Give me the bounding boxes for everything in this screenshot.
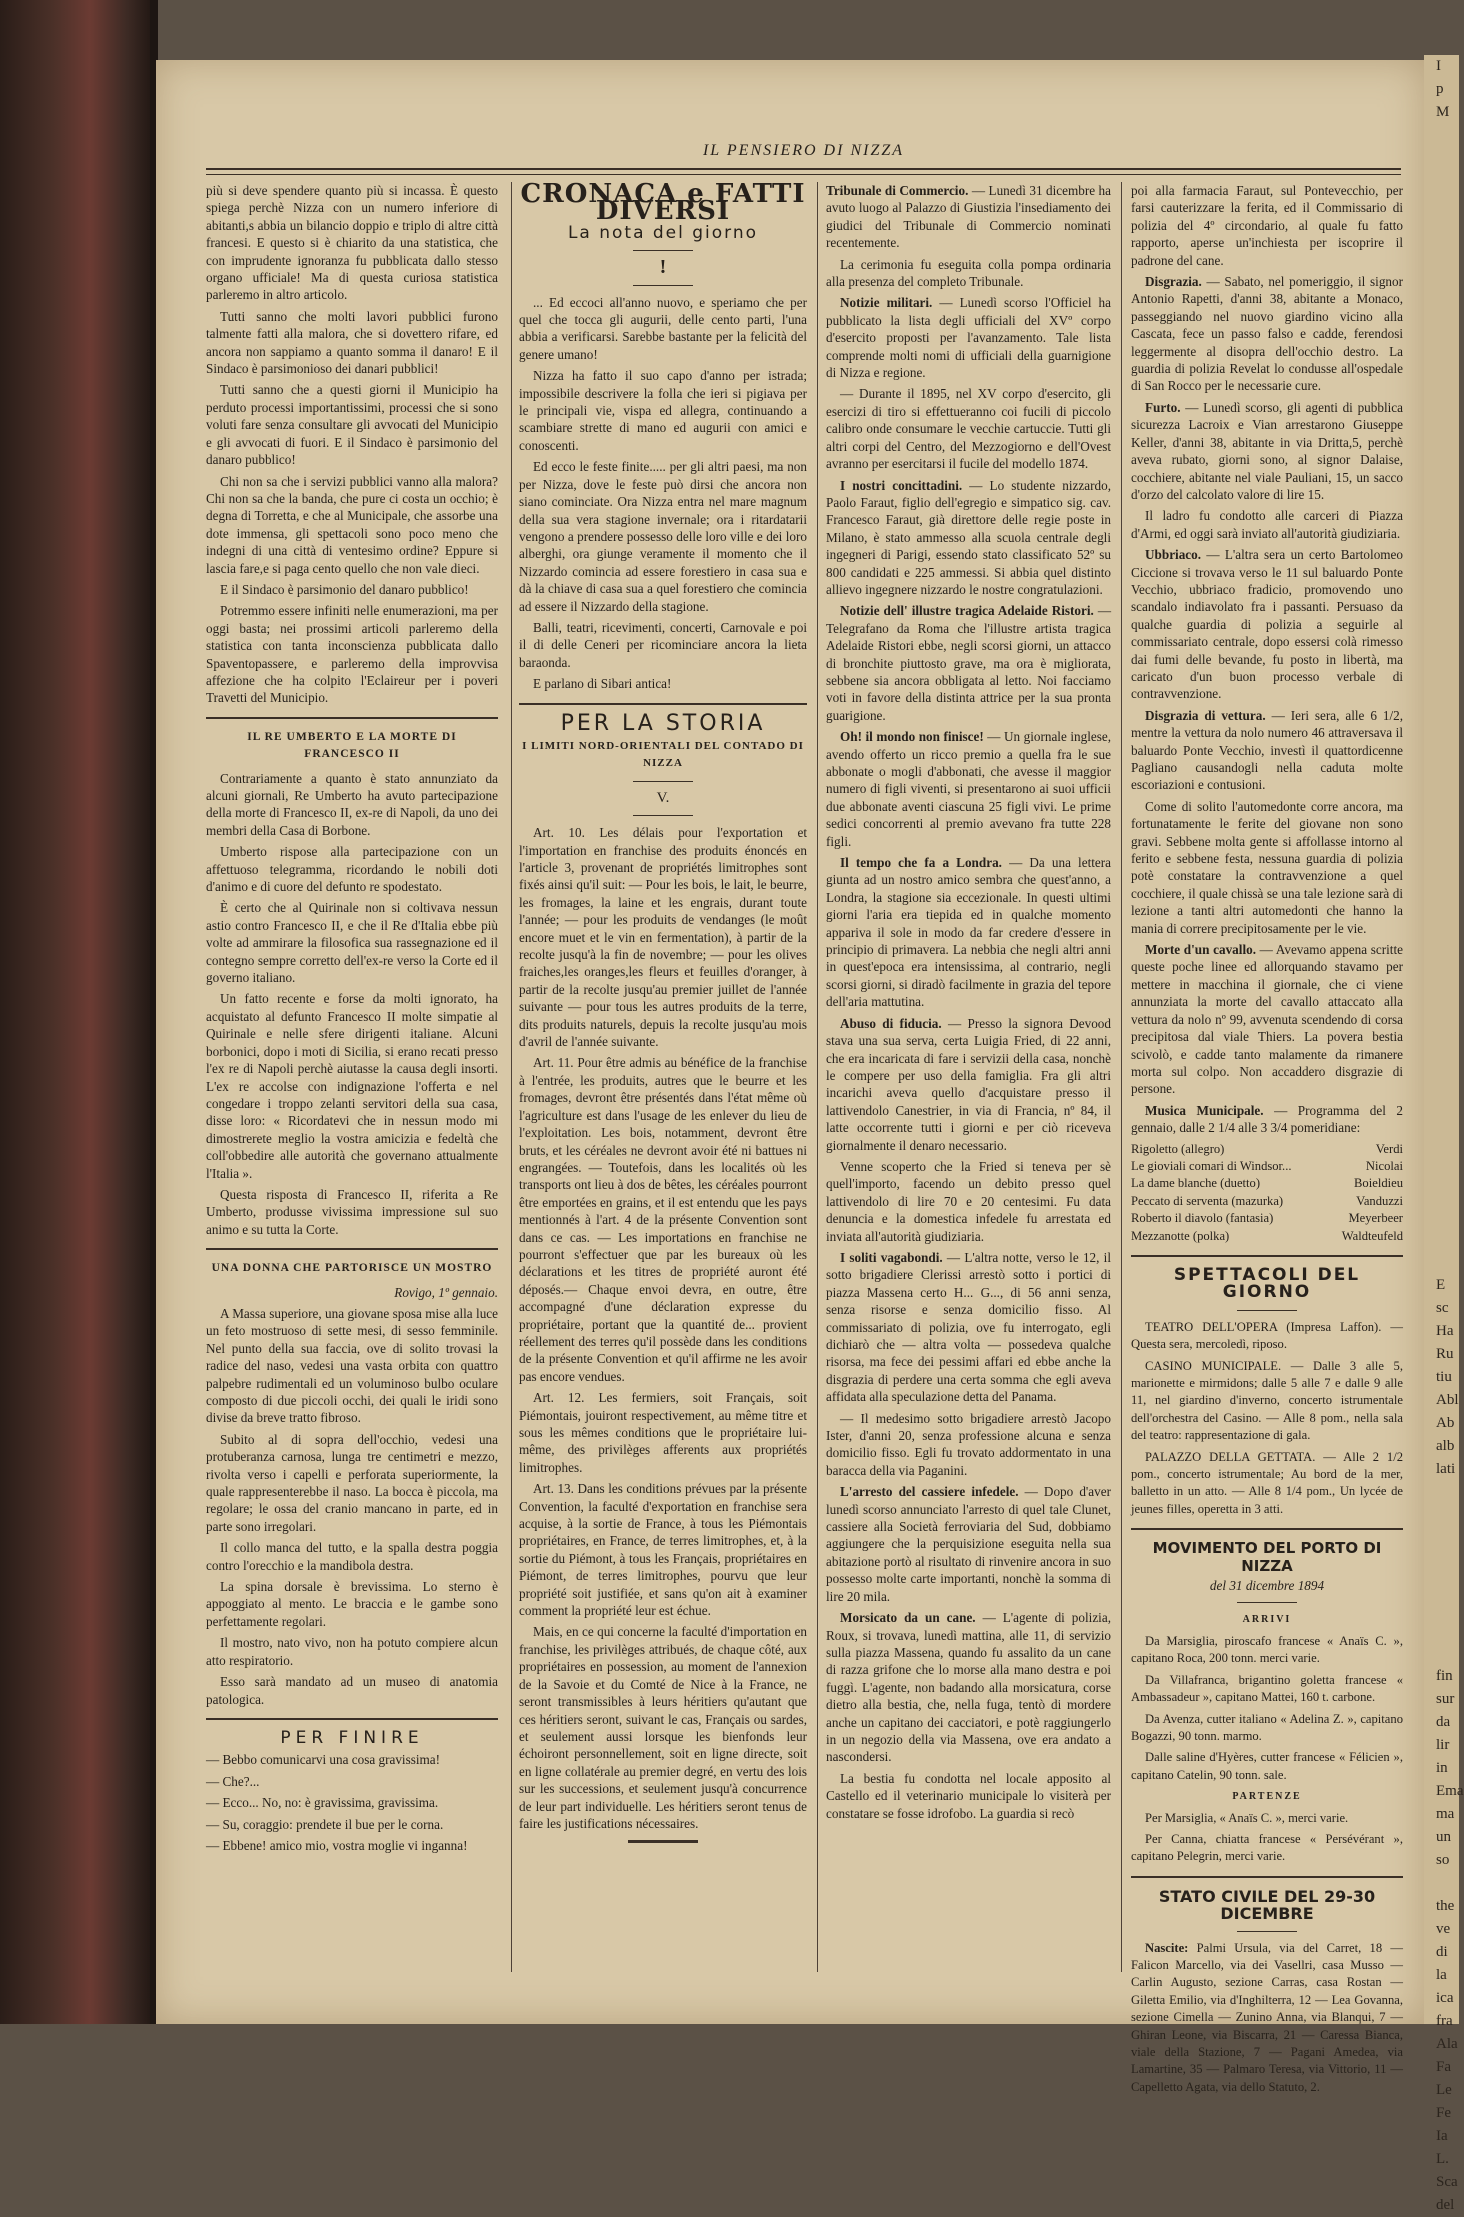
adjacent-page-fragment — [1424, 906, 1459, 929]
adjacent-page-fragment — [1424, 1159, 1459, 1182]
news-kicker: Nascite: — [1145, 1940, 1189, 1955]
adjacent-page-fragment: Fa — [1436, 2059, 1451, 2075]
section-title-spettacoli: SPETTACOLI DEL GIORNO — [1173, 1264, 1361, 1303]
subhead-arrivi: ARRIVI — [1242, 1614, 1292, 1626]
article-paragraph: Il mostro, nato vivo, non ha potuto compiere alcun atto respiratorio. — [206, 1635, 498, 1668]
news-kicker: Musica Municipale. — [1145, 1102, 1264, 1118]
article-paragraph: Il collo manca del tutto, e la spalla destra poggia contro l'orecchio e la mandibola destra. — [206, 1540, 498, 1573]
adjacent-page-fragment — [1424, 676, 1459, 699]
news-kicker: Oh! il mondo non finisce! — [840, 729, 984, 745]
program-piece: Le gioviali comari di Windsor... — [1131, 1158, 1292, 1173]
ship-listing: Da Avenza, cutter italiano « Adelina Z. », capitano Bogazzi, 90 tonn. marmo. — [1131, 1711, 1403, 1743]
adjacent-page-fragment — [1424, 1619, 1459, 1642]
adjacent-page-fragment: I — [1436, 58, 1441, 74]
adjacent-page-fragment — [1424, 1872, 1459, 1895]
article-paragraph: Art. 12. Les fermiers, soit Français, soit Piémontais, jouiront respectivement, au même titre et sous les mêmes conditions que le propriétaire lui-même, des privilèges afferents aux propriétés limitrophes. — [519, 1390, 807, 1475]
program-piece: La dame blanche (duetto) — [1131, 1176, 1261, 1191]
program-piece: Roberto il diavolo (fantasia) — [1131, 1211, 1274, 1226]
section-separator — [1131, 1876, 1403, 1878]
adjacent-page-fragment — [1424, 1205, 1459, 1228]
section-separator — [206, 717, 498, 719]
section-separator — [1131, 1255, 1403, 1257]
news-text: — Dopo d'aver lunedì scorso annunciato l'arresto di quel tale Clunet, cassiere alla Società ferroviaria del Sud, dobbiamo aggiungere che la perquisizione eseguita nella sua abitazione portò al risultato di rinvenire ancora in suo possesso molte carte importanti, nonchè la somma di lire 20 mila. — [826, 1484, 1111, 1604]
adjacent-page-fragment: Ema — [1436, 1783, 1464, 1799]
adjacent-page-fragment — [1424, 814, 1459, 837]
adjacent-page-fragment: tiu — [1436, 1369, 1452, 1385]
adjacent-page-fragment: E — [1436, 1277, 1446, 1293]
dialogue-line: — Su, coraggio: prendete il bue per le corna. — [206, 1816, 444, 1832]
news-kicker: Tribunale di Commercio. — [826, 183, 969, 198]
article-paragraph: La cerimonia fu eseguita colla pompa ordinaria alla presenza del completo Tribunale. — [826, 256, 1111, 290]
section-separator — [1131, 1528, 1403, 1530]
ship-listing: Da Villafranca, brigantino goletta francese « Ambassadeur », capitano Mattei, 160 t. carbone. — [1131, 1672, 1403, 1705]
article-paragraph: ... Ed eccoci all'anno nuovo, e speriamo che per quel che tocca gli augurii, delle cento parti, l'una abbia a verificarsi. Sarebbe bastante per la felicità del genere umano! — [519, 294, 807, 362]
adjacent-page-fragment: ve — [1436, 1921, 1451, 1937]
adjacent-page-fragment — [1424, 768, 1459, 791]
column-4 — [1131, 182, 1404, 2094]
news-text: — Lunedì scorso, gli agenti di pubblica sicurezza Lacroix e Vian arrestarono Giuseppe Keller, d'anni 38, abitante in via Dritta,5, perchè aveva rubato, giorni sono, al signor Dalaise, cocchiere, abitante nel viale Pauliani, 15, un sacco d'orzo del calcolato valore di lire 15. — [1131, 399, 1403, 502]
article-paragraph: — Il medesimo sotto brigadiere arrestò Jacopo Ister, d'anni 20, senza professione alcuna e senza domicilio fisso. Egli fu trovato addormentato in una baracca della via Paganini. — [826, 1410, 1111, 1478]
adjacent-page-fragment — [1424, 1504, 1459, 1527]
adjacent-page-fragment — [1424, 998, 1459, 1021]
article-paragraph: Chi non sa che i servizi pubblici vanno alla malora? Chi non sa che la banda, che pure ci costa un occhio; è degna di Torretta, e che al Municipale, che assorbe una dote immensa, gli spettacoli sono poco meno che indegni di una città di ventesimo ordine? Eppure si lascia fare,e si paga cento quello che non vale dieci. — [206, 473, 498, 576]
adjacent-page-fragment — [1424, 538, 1459, 561]
adjacent-page-fragment — [1424, 1573, 1459, 1596]
ship-listing: Dalle saline d'Hyères, cutter francese « Félicien », capitano Catelin, 90 tonn. sale. — [1131, 1750, 1403, 1782]
news-kicker: L'arresto del cassiere infedele. — [840, 1484, 1019, 1500]
article-paragraph: Ed ecco le feste finite..... per gli altri paesi, ma non per Nizza, dove le feste può dirsi che ancora non siano cominciate. Ora Nizza entra nel mare magnum della sua vera stagione invernale; ora i ritardatarii vengono a prendere possesso delle loro ville e dei loro alberghi, ora giunge veramente il momento che il Nizzardo comincia ad essere forestiero in casa sua e dà la chiave di casa sua a quel forestiero che comincia ad essere il Nizzardo della stagione. — [519, 459, 807, 614]
adjacent-page-fragment — [1424, 929, 1459, 952]
adjacent-page-fragment: Fe — [1436, 2105, 1451, 2121]
adjacent-page-fragment: p — [1436, 81, 1444, 97]
program-piece: Rigoletto (allegro) — [1131, 1141, 1225, 1156]
article-paragraph: Art. 13. Dans les conditions prévues par la présente Convention, la faculté d'exportation en franchise sera acquise, à la sortie de France, à tous les Piémontais propriétaires, en France, de terres limitrophes, et, à la sortie du Piémont, à tous les Français, propriétaires en Piémont, de terres limitrophes, pourvu que leur propriété soit justifiée, et sans qu'on ait à examiner comment la propriété leur est échue. — [519, 1481, 807, 1619]
adjacent-page-fragment — [1424, 469, 1459, 492]
news-text: — Lunedì 31 dicembre ha avuto luogo al Palazzo di Giustizia l'insediamento dei giudici del Tribunale di Commercio nominati recentemente. — [826, 183, 1111, 251]
dialogue-line: — Ecco... No, no: è gravissima, gravissima. — [206, 1795, 439, 1811]
section-subtitle: I LIMITI NORD-ORIENTALI DEL CONTADO DI NIZZA — [522, 739, 804, 770]
article-paragraph: E il Sindaco è parsimonio del danaro pubblico! — [220, 581, 469, 597]
adjacent-page-fragment: Le — [1436, 2082, 1452, 2098]
article-paragraph: poi alla farmacia Faraut, sul Pontevecchio, per farsi cauterizzare la ferita, ed il Commissario di polizia del 4º circondario, al quale fu fatto rapporto, aperse un'inchiesta per iscoprire il padrone del cane. — [1131, 183, 1403, 268]
adjacent-page-fragment — [1424, 262, 1459, 285]
adjacent-page-fragment: fra — [1436, 2013, 1453, 2029]
ornament-rule — [628, 1840, 698, 1843]
section-date: del 31 dicembre 1894 — [1209, 1578, 1325, 1594]
adjacent-page-fragment — [1424, 515, 1459, 538]
adjacent-page-fragment — [1424, 584, 1459, 607]
section-subtitle: La nota del giorno — [567, 222, 759, 243]
adjacent-page-fragment — [1424, 423, 1459, 446]
adjacent-page-fragment — [1424, 308, 1459, 331]
program-piece: Mezzanotte (polka) — [1131, 1228, 1230, 1243]
adjacent-page-fragment — [1424, 791, 1459, 814]
news-text: — L'agente di polizia, Roux, si trovava, lunedì mattina, alle 11, di servizio sulla piazza Massena, quando fu assalito da un cane di razza grifone che lo morse alla mano destra e poi fuggì. L'agente, non badando alla morsicatura, corse dietro alla bestia, che, nella fuga, tentò di mordere anche un capitano dei cacciatori, e potè raggiungerlo in un negozio della via Massena, ove era andato a nascondersi. — [826, 1610, 1111, 1765]
section-title-stato-civile: STATO CIVILE DEL 29-30 DICEMBRE — [1158, 1886, 1376, 1924]
births-list: Palmi Ursula, via del Carret, 18 — Falicon Marcello, via dei Vasellri, casa Musso — Carlin Augusto, sezione Carras, casa Rostan — Giletta Emilio, via d'Inghilterra, 12 — Lea Govanna, sezione Cimella — Zunino Anna, via Blanqui, 7 — Ghiran Leone, via Biscarra, 21 — Caressa Bianca, viale della Stazione, 7 — Pagani Amedea, via Lamartine, 35 — Palmaro Teresa, via Vittorio, 11 — Capelletto Agata, via dello Statuto, 2. — [1131, 1940, 1403, 2094]
adjacent-page-fragment — [1424, 745, 1459, 768]
short-separator — [633, 815, 693, 816]
adjacent-page-fragment — [1424, 837, 1459, 860]
article-paragraph: Art. 11. Pour être admis au bénéfice de la franchise à l'entrée, les produits, autres que le beurre et les fromages, devront être présentés dans l'état même où l'agriculture est dans l'usage de les enlever du lieu de l'exploitation. Les bois, notamment, devront être bruts, et les céréales ne devront avoir été ni battues ni engrangées. — Toutefois, dans les localités où les transports ont lieu à dos de bêtes, les céréales pourront être emportées en grains, et il est entendu que les pays mentionnés à l'art. 4 de la présente Convention sont dans ce cas. — Les importations en franchise ne pourront s'effectuer que par les bureaux où les déclarations et les titres de propriété auront été déposés.— Chaque envoi devra, en outre, être accompagné d'une déclaration expresse du propriétaire, portant que la quantité de... provient réellement des terres qu'il possède dans les conditions de la présente Convention et qu'il affirme ne les avoir pas encore vendues. — [519, 1055, 807, 1384]
news-kicker: Furto. — [1145, 399, 1181, 415]
adjacent-page-fragment: del — [1436, 2197, 1455, 2213]
adjacent-page-fragment: sur — [1436, 1691, 1455, 1707]
adjacent-page-fragment: di — [1436, 1944, 1448, 1960]
adjacent-page-fragment: lati — [1436, 1461, 1456, 1477]
adjacent-page-fragment: fin — [1436, 1668, 1453, 1684]
news-text: — Avevamo appena scritte queste poche linee ed allorquando stavamo per mettere in macchina il giornale, che ci viene annunziata la morte del cavallo attaccato alla vettura da nolo nº 99, avvenuta scendendo di corsa precipitosa dal viale Thiers. La povera bestia scivolò, e cadde tanto malamente da rimanere morta sul colpo. Non accaddero disgrazie di persone. — [1131, 942, 1403, 1097]
page-header: IL PENSIERO DI NIZZA — [702, 142, 905, 159]
ship-listing: Da Marsiglia, piroscafo francese « Anaïs C. », capitano Roca, 200 tonn. merci varie. — [1131, 1633, 1403, 1666]
article-paragraph: La bestia fu condotta nel locale apposito al Castello ed il veterinario municipale lo visiterà per constatare se fosse idrofobo. La guardia si recò — [826, 1770, 1111, 1821]
adjacent-page-fragment — [1424, 630, 1459, 653]
adjacent-page-edge — [1424, 55, 1464, 2213]
section-title-movimento: MOVIMENTO DEL PORTO DI NIZZA — [1152, 1539, 1382, 1575]
short-separator — [633, 285, 693, 286]
adjacent-page-fragment — [1424, 952, 1459, 975]
news-kicker: Abuso di fiducia. — [840, 1015, 942, 1031]
adjacent-page-fragment: Sca — [1436, 2174, 1458, 2190]
section-title-umberto: IL RE UMBERTO E LA MORTE DI FRANCESCO II — [247, 730, 457, 761]
show-listing: CASINO MUNICIPALE. — Dalle 3 alle 5, marionette e mirmidons; dalle 5 alle 7 e dalle 9 alle 11, nel giardino d'inverno, concerto istrumentale dell'orchestra del Casino. — Alle 8 pom., nella sala del teatro: rappresentazione di gala. — [1131, 1358, 1403, 1443]
article-paragraph: — Durante il 1895, nel XV corpo d'esercito, gli esercizi di tiro si effettueranno coi fucili di piccolo calibro onde consumare le vecchie cartuccie. Tutti gli altri corpi del Centro, del Mezzogiorno e dell'Ovest avranno per esercitarsi il fucile del modello 1874. — [826, 386, 1111, 472]
adjacent-page-fragment: in — [1436, 1760, 1448, 1776]
subhead-partenze: PARTENZE — [1232, 1791, 1302, 1803]
section-title-cronaca: CRONACA e FATTI DIVERSI — [520, 179, 806, 227]
adjacent-page-fragment: M — [1436, 104, 1450, 120]
adjacent-page-fragment — [1424, 860, 1459, 883]
program-author: Verdi — [1375, 1141, 1403, 1156]
show-listing: PALAZZO DELLA GETTATA. — Alle 2 1/2 pom., concerto istrumentale; Au bord de la mer, balletto in un atto. — Alle 8 1/4 pom., Un lycée de jeunes filles, operetta in 3 atti. — [1131, 1449, 1403, 1516]
adjacent-page-fragment — [1424, 1113, 1459, 1136]
exclamation-mark: ! — [659, 256, 667, 279]
adjacent-page-fragment — [1424, 446, 1459, 469]
program-row — [1131, 1210, 1403, 1227]
article-paragraph: Tutti sanno che a questi giorni il Municipio ha perduto processi importantissimi, processi che si sono voluti fare senza consultare gli avvocati del Municipio e gli avvocati di fuori. E il Sindaco è parsimonio del danaro pubblico! — [206, 382, 498, 468]
adjacent-page-fragment — [1424, 1067, 1459, 1090]
section-separator — [206, 1248, 498, 1250]
adjacent-page-fragment — [1424, 722, 1459, 745]
article-paragraph: Art. 10. Les délais pour l'exportation et l'importation en franchise des produits énoncés en l'article 3, provenant de propriétés limitrophes sont fixés ainsi qu'il suit: — Pour les bois, le lait, le beurre, les fromages, la laine et les engrais, durant toute l'année; — pour les produits de vendanges (le moût encore muet et le vin en fermentation), à partir de la recolte jusqu'à la fin de novembre; — pour les olives fraiches,les oranges,les fleurs et feuilles d'oranger, à partir de la recolte jusqu'au premier juillet de l'année suivante — pour tous les autres produits de la terre, dits produits naturels, depuis la recolte jusqu'au mois d'avril de l'année suivante. — [519, 825, 807, 1050]
adjacent-page-fragment: lir — [1436, 1737, 1450, 1753]
news-kicker: Il tempo che fa a Londra. — [840, 855, 1002, 871]
program-row — [1131, 1175, 1403, 1192]
short-separator — [633, 250, 693, 251]
news-kicker: I nostri concittadini. — [840, 477, 963, 493]
news-text: — Lunedì scorso l'Officiel ha pubblicato la lista degli ufficiali del XVº corpo d'esercito proposti per l'avanzamento. Tale lista comprende molti nomi di ufficiali della guarnigione di Nizza e regione. — [826, 295, 1111, 381]
program-row — [1131, 1141, 1403, 1158]
adjacent-page-fragment: Ru — [1436, 1346, 1454, 1362]
section-title-mostro: UNA DONNA CHE PARTORISCE UN MOSTRO — [211, 1262, 493, 1275]
adjacent-page-fragment: un — [1436, 1829, 1451, 1845]
adjacent-page-fragment: Ia — [1436, 2128, 1448, 2144]
news-text: — Ieri sera, alle 6 1/2, mentre la vettura da nolo numero 46 attraversava il baluardo Ponte Vecchio, investì il quattordicenne Pagliano causandogli nella caduta molte escoriazioni e contusioni. — [1131, 707, 1404, 793]
article-paragraph: Il ladro fu condotto alle carceri di Piazza d'Armi, ed oggi sarà inviato all'autorità giudiziaria. — [1131, 508, 1403, 541]
adjacent-page-fragment — [1424, 1527, 1459, 1550]
adjacent-page-fragment — [1424, 216, 1459, 239]
adjacent-page-fragment: the — [1436, 1898, 1455, 1914]
adjacent-page-fragment — [1424, 285, 1459, 308]
article-paragraph: Mais, en ce qui concerne la faculté d'importation en franchise, les privilèges attribués, de chaque côté, aux propriétaires en possession, au moment de l'annexion de la Savoie et du Comté de Nice à la France, ne seront transmissibles à leurs héritiers qu'autant que ces héritiers seront, suivant le cas, Français ou sardes, et seulement aussi lorsque les bienfonds leur échoiront personnellement, soit en ligne directe, soit en ligne collatérale au premier degré, en vertu des lois sur les successions, et seulement jusqu'à concurrence de leur part individuelle. Les héritiers seront tenus de faire les justifications nécessaires. — [519, 1624, 807, 1831]
dialogue-line: — Ebbene! amico mio, vostra moglie vi inganna! — [206, 1837, 468, 1853]
adjacent-page-fragment: ica — [1436, 1990, 1454, 2006]
news-text: — L'altra sera un certo Bartolomeo Ciccione si trovava verso le 11 sul baluardo Ponte Vecchio, ubbriaco fradicio, promovendo uno scandalo indiavolato fra i passanti. Persuaso da qualche guardia di polizia a seguirle al commissariato centrale, dopo essersi colà rimesso dai fumi delle bevande, fu posto in libertà, ma caricato d'un buon processo verbale di contravvenzione. — [1131, 547, 1403, 702]
section-separator — [206, 1718, 498, 1720]
ship-listing: Per Marsiglia, « Anaïs C. », merci varie. — [1145, 1810, 1349, 1825]
column-1 — [206, 182, 498, 1982]
article-paragraph: E parlano di Sibari antica! — [533, 676, 672, 692]
adjacent-page-fragment — [1424, 699, 1459, 722]
news-text: — Presso la signora Devood stava una sua serva, certa Luigia Fried, di 22 anni, che era incaricata di fare i servizii della casa, nonchè le compere per uso della famiglia. Fra gli altri incarichi aveva quello d'acquistare presso il lattivendolo Canestrier, in via di Francia, nº 84, il latte occorrente tutti i giorni e per ciò riceveva giornalmente il denaro necessario. — [826, 1015, 1111, 1153]
music-program — [1131, 1141, 1403, 1245]
news-text: — Lo studente nizzardo, Paolo Faraut, figlio dell'egregio e simpatico sig. cav. Francesco Faraut, già direttore delle regie poste in Milano, è stato ammesso alla scuola centrale degli ingegneri di Parigi, essendo stato classificato 52º su 800 candidati e 225 ammessi. Si abbia quel distinto allievo ingegnere nizzardo le nostre congratulazioni. — [826, 477, 1111, 597]
adjacent-page-fragment — [1424, 193, 1459, 216]
dateline: Rovigo, 1º gennaio. — [394, 1284, 498, 1300]
article-paragraph: Venne scoperto che la Fried si teneva per sè quell'importo, facendo un debito presso quel lattivendolo di lire 70 e 20 centesimi. Fu data denuncia e la domestica infedele fu arrestata ed inviata all'autorità giudiziaria. — [826, 1158, 1111, 1244]
article-paragraph: Subito al di sopra dell'occhio, vedesi una protuberanza carnosa, lunga tre centimetri e mezzo, rivolta verso i capelli e perforata superiormente, la quale rappresenterebbe il naso. La bocca è piccola, ma regolare; le ossa del cranio mancano in parte, ed in parte sono irregolari. — [206, 1431, 498, 1534]
news-text: — Telegrafano da Roma che l'illustre artista tragica Adelaide Ristori ebbe, negli scorsi giorni, un attacco di bronchite piuttosto grave, ma ora è migliorata, sebbene sia ancora obbligata al letto. Noi facciamo voti in favore della distinta attrice per la sua pronta guarigione. — [826, 603, 1112, 723]
adjacent-page-fragment — [1424, 1090, 1459, 1113]
short-separator — [633, 781, 693, 782]
news-kicker: I soliti vagabondi. — [840, 1249, 943, 1265]
adjacent-page-fragment — [1424, 400, 1459, 423]
column-2 — [519, 179, 807, 1982]
news-text: — Un giornale inglese, avendo offerto un ricco premio a quella fra le sue abbonate o mogli d'abbonati, che avesse il maggior numero di figli viventi, si presentarono ai suoi ufficii due abbonate aventi ciascuna 25 figli vivi. Le prime sedici concorrenti al premio avevano fra tutte 228 figli. — [826, 729, 1111, 849]
article-paragraph: La spina dorsale è brevissima. Lo sterno è appoggiato al mento. Le braccia e le gambe sono perfettamente regolari. — [206, 1579, 498, 1629]
article-paragraph: Esso sarà mandato ad un museo di anatomia patologica. — [206, 1674, 498, 1707]
adjacent-page-fragment: L. — [1436, 2151, 1449, 2167]
adjacent-page-fragment — [1424, 653, 1459, 676]
header-rule — [206, 168, 1401, 175]
show-listing: TEATRO DELL'OPERA (Impresa Laffon). — Questa sera, mercoledì, riposo. — [1131, 1319, 1403, 1352]
short-separator — [1237, 1931, 1297, 1932]
news-kicker: Disgrazia di vettura. — [1145, 707, 1266, 723]
adjacent-page-fragment — [1424, 124, 1459, 147]
section-title-per-finire: PER FINIRE — [280, 1727, 424, 1748]
dialogue-line: — Che?... — [206, 1773, 260, 1789]
article-paragraph: Questa risposta di Francesco II, riferita a Re Umberto, produsse vivissima impressione sul suo animo e su tutta la Corte. — [206, 1186, 498, 1237]
news-kicker: Morsicato da un cane. — [840, 1610, 976, 1626]
adjacent-page-fragment: Abl — [1436, 1392, 1459, 1408]
news-text: — L'altra notte, verso le 12, il sotto brigadiere Clerissi arrestò sotto i portici di piazza Massena certo H... G..., di 56 anni senza, senza risorse e senza domicilio fisso. Al commissariato di polizia, ove fu interrogato, egli dichiarò che — altra volta — possedeva qualche risorsa, ma fece dei pessimi affari ed ebbe anche la disgrazia di perdere una certa somma che egli aveva affidata alla speculazione detta del Panama. — [826, 1249, 1111, 1405]
adjacent-page-fragment — [1424, 1136, 1459, 1159]
adjacent-page-fragment: Ab — [1436, 1415, 1455, 1431]
article-paragraph: Come di solito l'automedonte corre ancora, ma fortunatamente le ferite del giovane non sono gravi. Sebbene molta gente si affollasse intorno al ferito e sebbene festa, nessuna guardia di polizia potè constatare la contravvenzione a quel cocchiere, il quale chissà se una tale lezione sarà di lezione a tanti altri automedonti che hanno la mania di correre precipitosamente per le vie. — [1131, 798, 1403, 936]
adjacent-page-fragment — [1424, 1596, 1459, 1619]
adjacent-page-fragment: da — [1436, 1714, 1451, 1730]
news-text: — Da una lettera giunta ad un nostro amico sembra che quest'anno, a Londra, la stagione sia eccezionale. In questi ultimi giorni l'aria era tiepida ed in qualche momento appariva il sole in modo da far credere d'essere in principio di primavera. La nebbia che negli altri anni in quest'epoca era intensissima, al contrario, negli scorsi giorni, si diradò facilmente in grazia del tepore dell'aria mattutina. — [826, 855, 1111, 1010]
adjacent-page-fragment — [1424, 975, 1459, 998]
binding-spine — [0, 0, 150, 2024]
adjacent-page-fragment — [1424, 1642, 1459, 1665]
program-row — [1131, 1228, 1403, 1245]
short-separator — [1237, 1310, 1297, 1311]
article-paragraph: È certo che al Quirinale non si coltivava nessun astio contro Francesco II, e che il Re d'Italia ebbe più volte ad ammirare la filosofica sua rassegnazione ed il contegno sempre corretto dell'ex-re verso la Corte ed il governo italiano. — [206, 900, 498, 986]
adjacent-page-fragment: ma — [1436, 1806, 1455, 1822]
adjacent-page-fragment — [1424, 1481, 1459, 1504]
column-divider — [817, 182, 818, 1972]
program-author: Nicolai — [1365, 1158, 1403, 1173]
dialogue-line: — Bebbo comunicarvi una cosa gravissima! — [206, 1752, 441, 1768]
adjacent-page-fragment — [1424, 170, 1459, 193]
program-piece: Peccato di serventa (mazurka) — [1131, 1193, 1284, 1208]
news-text: — Programma del 2 gennaio, dalle 2 1/4 alle 3 3/4 pomeridiane: — [1131, 1102, 1403, 1136]
adjacent-page-fragment — [1424, 377, 1459, 400]
adjacent-page-fragment — [1424, 1550, 1459, 1573]
program-author: Waldteufeld — [1341, 1228, 1403, 1243]
adjacent-page-fragment: sc — [1436, 1300, 1449, 1316]
adjacent-page-fragment — [1424, 561, 1459, 584]
adjacent-page-fragment — [1424, 492, 1459, 515]
adjacent-page-fragment — [1424, 331, 1459, 354]
program-author: Vanduzzi — [1356, 1193, 1403, 1208]
article-paragraph: più si deve spendere quanto più si incassa. È questo spiega perchè Nizza con un numero inferiore di abitanti,s abbia un bilancio doppio e triplo di altre città francesi. E questo si è chiarito da una statistica, che con imprudente ignoranza fu pubblicata dallo stesso organo ufficiale! Ma di questa curiosa statistica parleremo in altro articolo. — [206, 183, 498, 303]
column-3 — [826, 182, 1111, 1982]
article-paragraph: Un fatto recente e forse da molti ignorato, ha acquistato al defunto Francesco II molte simpatie al Quirinale e nelle sfere dirigenti italiane. Alcuni borbonici, dopo i moti di Sicilia, si erano recati presso l'ex re di Napoli perchè aiutasse la causa degli insorti. L'ex re accolse con indignazione l'offerta e nel congedare i troppo zelanti servitori della sua casa, disse loro: « Ricordatevi che in nessun modo mi dimostrerete meglio la vostra amicizia e fedeltà che coll'obbedire alle autorità che governano attualmente l'Italia ». — [206, 991, 498, 1181]
article-paragraph: Tutti sanno che molti lavori pubblici furono talmente fatti alla malora, che si dovettero rifare, ed ancora non sappiamo a quanto somma il danaro! E il Sindaco è parsimonioso dei danari pubblici! — [206, 308, 498, 377]
news-kicker: Disgrazia. — [1145, 274, 1202, 290]
article-paragraph: A Massa superiore, una giovane sposa mise alla luce un feto mostruoso di sette mesi, di sesso femminile. Nel punto della sua faccia, ove di solito trovasi la radice del naso, vedesi una vasta orbita con quattro palpebre rudimentali ed un voluminoso bulbo oculare composto di due piccoli occhi, dei quali le iridi sono divise da breve tratto fibroso. — [206, 1305, 498, 1426]
program-row — [1131, 1193, 1403, 1210]
adjacent-page-fragment — [1424, 1182, 1459, 1205]
adjacent-page-fragment — [1424, 1021, 1459, 1044]
article-paragraph: Umberto rispose alla partecipazione con un affettuoso telegramma, ricordando le nobili doti d'animo e di cuore del defunto re spodestato. — [206, 844, 498, 895]
adjacent-page-fragment — [1424, 239, 1459, 262]
adjacent-page-fragment: Ha — [1436, 1323, 1454, 1339]
article-paragraph: Balli, teatri, ricevimenti, concerti, Carnovale e poi il di delle Ceneri per ricominciare ancora la lieta baraonda. — [519, 619, 807, 670]
adjacent-page-fragment: so — [1436, 1852, 1450, 1868]
news-kicker: Ubbriaco. — [1145, 547, 1202, 563]
article-paragraph: Nizza ha fatto il suo capo d'anno per istrada; impossibile descrivere la folla che ieri si pigiava per le principali vie, vispa ed allegra, continuando a scambiare strette di mano ed augurii con amici e conoscenti. — [519, 368, 807, 453]
news-kicker: Morte d'un cavallo. — [1145, 942, 1256, 958]
installment-number: V. — [656, 789, 670, 806]
program-row — [1131, 1158, 1403, 1175]
article-paragraph: Contrariamente a quanto è stato annunziato da alcuni giornali, Re Umberto ha avuto partecipazione della morte di Francesco II, ex-re di Napoli, da uno dei membri della Casa di Borbone. — [206, 770, 498, 838]
program-author: Boieldieu — [1354, 1176, 1403, 1191]
adjacent-page-fragment — [1424, 1044, 1459, 1067]
adjacent-page-fragment — [1424, 354, 1459, 377]
adjacent-page-fragment — [1424, 607, 1459, 630]
column-divider — [1121, 182, 1122, 1972]
section-title-storia: PER LA STORIA — [560, 710, 766, 736]
adjacent-page-fragment — [1424, 1251, 1459, 1274]
news-kicker: Notizie militari. — [840, 295, 933, 311]
adjacent-page-fragment: la — [1436, 1967, 1447, 1983]
news-kicker: Notizie dell' illustre tragica Adelaide Ristori. — [840, 603, 1094, 619]
column-divider — [511, 182, 512, 1972]
adjacent-page-fragment — [1424, 147, 1459, 170]
article-paragraph: Potremmo essere infiniti nelle enumerazioni, ma per oggi basta; nei prossimi articoli parleremo della statistica con tanta inconscienza pubblicata dallo Spaventopassere, e parleremo della improvvisa affezione che ha colpito l'Eclaireur per i poveri Travetti del Municipio. — [206, 603, 498, 706]
adjacent-page-fragment — [1424, 883, 1459, 906]
ship-listing: Per Canna, chiatta francese « Persévérant », capitano Pelegrin, merci varie. — [1131, 1831, 1403, 1864]
section-separator — [519, 703, 807, 705]
newspaper-page — [156, 60, 1424, 2094]
adjacent-page-fragment: Ala — [1436, 2036, 1458, 2052]
adjacent-page-fragment: alb — [1436, 1438, 1455, 1454]
news-text: — Sabato, nel pomeriggio, il signor Antonio Rapetti, d'anni 38, abitante a Monaco, passeggiando nel nuovo giardino vicino alla Cascata, fece un passo falso e cadde, ferendosi leggermente al disopra dell'occhio destro. La guardia di polizia Revelat lo condusse all'ospedale di San Rocco per le necessarie cure. — [1131, 274, 1404, 394]
short-separator — [1237, 1602, 1297, 1603]
program-author: Meyerbeer — [1348, 1211, 1403, 1226]
adjacent-page-fragment — [1424, 1228, 1459, 1251]
